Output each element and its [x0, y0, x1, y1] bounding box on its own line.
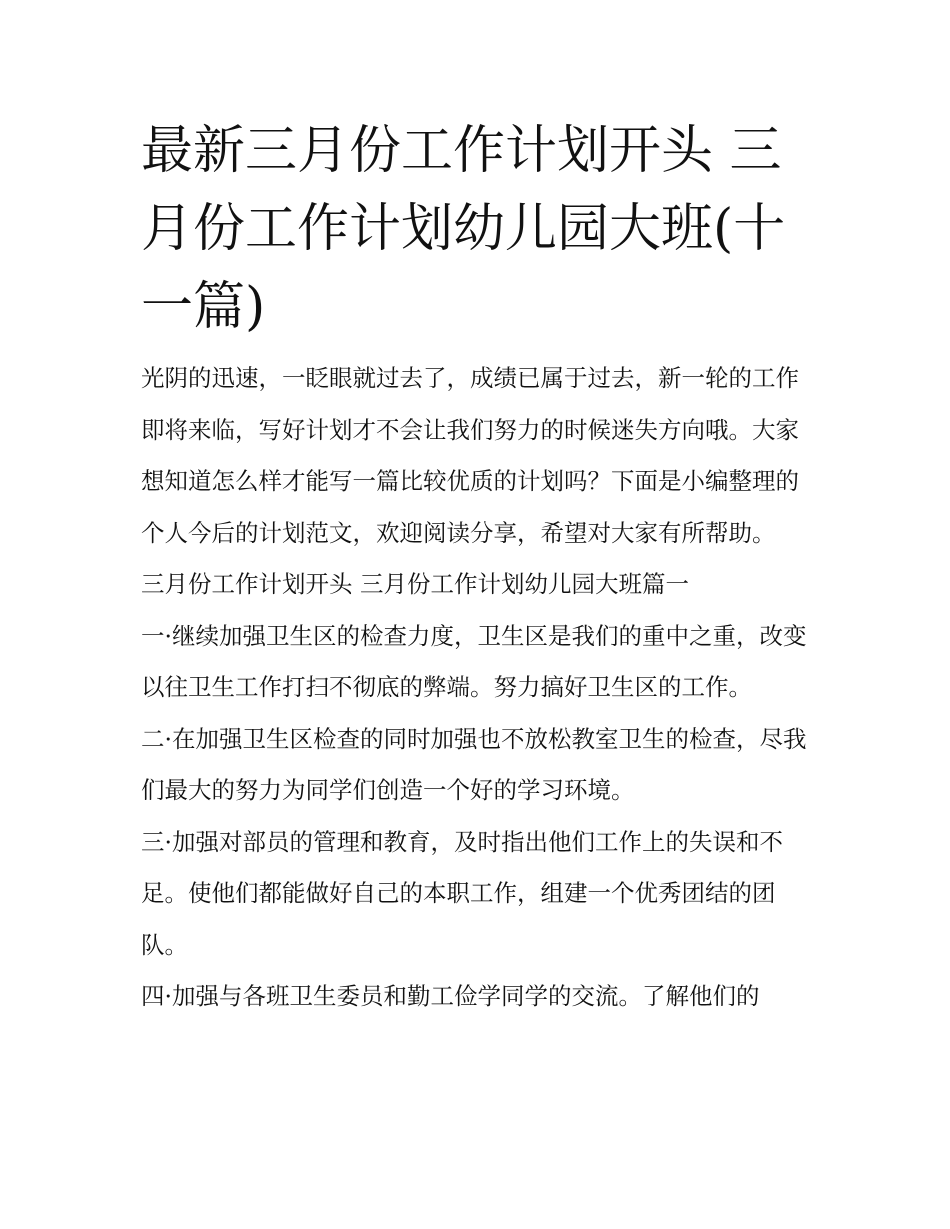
list-item-4: 四·加强与各班卫生委员和勤工俭学同学的交流。了解他们的	[141, 982, 760, 1010]
section-heading: 三月份工作计划开头 三月份工作计划幼儿园大班篇一	[141, 570, 689, 598]
document-title: 最新三月份工作计划开头 三月份工作计划幼儿园大班(十一篇)	[141, 121, 786, 337]
intro-paragraph: 光阴的迅速，一眨眼就过去了，成绩已属于过去，新一轮的工作即将来临，写好计划才不会让我们努力的时候迷失方向哦。大家想知道怎么样才能写一篇比较优质的计划吗？下面是小编整理的个人今后的计划范文，欢迎阅读分享，希望对大家有所帮助。	[141, 364, 799, 547]
document-body	[141, 353, 817, 1023]
list-item-2: 二·在加强卫生区检查的同时加强也不放松教室卫生的检查，尽我们最大的努力为同学们创造一个好的学习环境。	[141, 724, 807, 804]
list-item-1: 一·继续加强卫生区的检查力度，卫生区是我们的重中之重，改变以往卫生工作打扫不彻底的弊端。努力搞好卫生区的工作。	[141, 621, 807, 701]
list-item-3: 三·加强对部员的管理和教育，及时指出他们工作上的失误和不足。使他们都能做好自己的本职工作，组建一个优秀团结的团队。	[141, 827, 783, 959]
